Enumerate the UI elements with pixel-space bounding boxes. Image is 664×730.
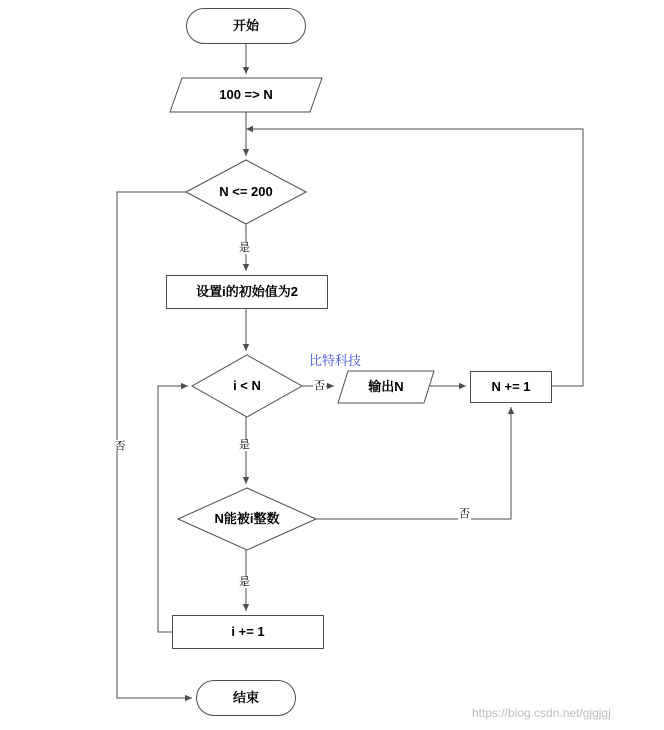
- node-print-n[interactable]: [338, 371, 434, 403]
- node-end-label: 结束: [232, 690, 259, 706]
- node-increment-i-label: i += 1: [231, 624, 265, 640]
- node-increment-n-label: N += 1: [491, 379, 531, 395]
- edge-label-no-i-lt-n: 否: [314, 380, 325, 392]
- node-condition-divisible[interactable]: [178, 488, 316, 550]
- node-condition-i-lt-n[interactable]: [192, 355, 302, 417]
- node-increment-i[interactable]: [172, 615, 324, 649]
- node-init-n[interactable]: [170, 78, 322, 112]
- node-start-label: 开始: [232, 18, 259, 34]
- edge-label-yes-range: 是: [239, 242, 250, 254]
- edge-label-yes-divisible: 是: [239, 576, 250, 588]
- node-condition-n-range[interactable]: [186, 160, 306, 224]
- node-init-i-label: 设置i的初始值为2: [196, 284, 298, 300]
- node-condition-i-lt-n-label: i < N: [233, 378, 261, 394]
- node-start[interactable]: [186, 8, 306, 44]
- edge-label-yes-i-lt-n: 是: [239, 439, 250, 451]
- node-init-n-label: 100 => N: [219, 87, 273, 103]
- edge-label-no-divisible: 否: [459, 508, 470, 520]
- watermark-brand: 比特科技: [309, 354, 362, 369]
- node-init-i[interactable]: [166, 275, 328, 309]
- edge-label-no-range: 否: [113, 440, 125, 451]
- node-print-n-label: 输出N: [368, 379, 404, 395]
- node-condition-n-range-label: N <= 200: [219, 184, 273, 200]
- watermark-url: https://blog.csdn.net/gjgjgj: [472, 706, 611, 720]
- node-increment-n[interactable]: [470, 371, 552, 403]
- node-end[interactable]: [196, 680, 296, 716]
- node-condition-divisible-label: N能被i整数: [214, 511, 280, 527]
